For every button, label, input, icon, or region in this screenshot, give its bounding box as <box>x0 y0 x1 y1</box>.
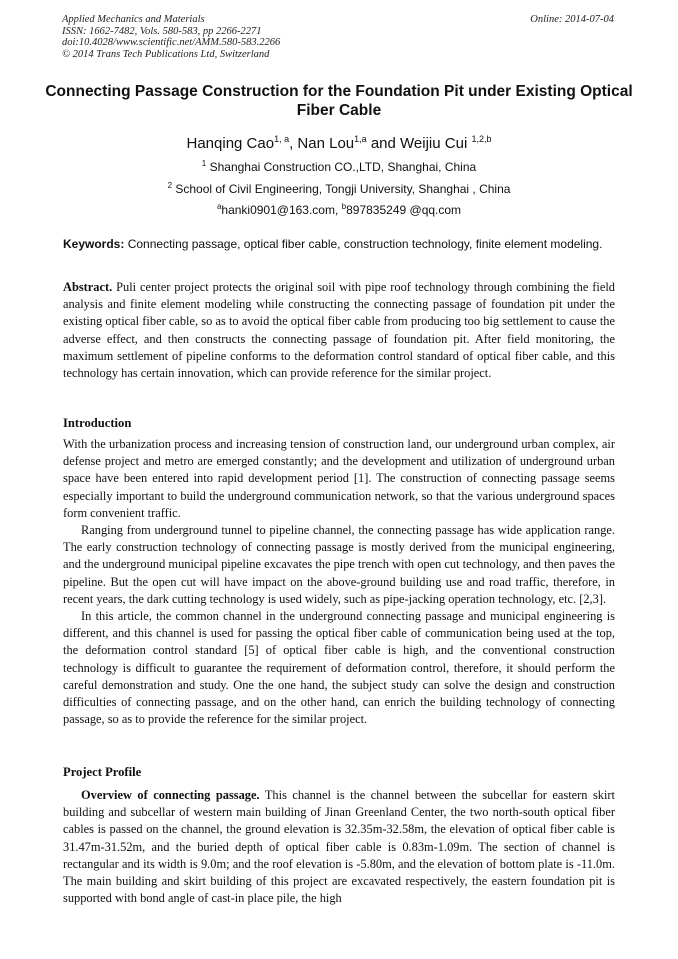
introduction-body <box>63 436 615 728</box>
affiliation-text: Shanghai Construction CO.,LTD, Shanghai, China <box>209 160 477 174</box>
abstract <box>63 279 615 382</box>
email-line <box>40 200 638 217</box>
journal-header <box>62 14 618 60</box>
affiliation-1 <box>40 157 638 174</box>
email-a: hanki0901@163.com, <box>221 203 342 217</box>
author-sup: 1,a <box>354 134 367 144</box>
paper-title: Connecting Passage Construction for the Foundation Pit under Existing Optical Fiber Cable <box>45 83 633 119</box>
email-sup: b <box>341 202 347 211</box>
subsection-lead: Overview of connecting passage. <box>81 788 260 802</box>
author-line <box>40 130 638 153</box>
author-name: Weijiu Cui <box>400 135 468 152</box>
author-name: Hanqing Cao <box>186 135 275 152</box>
keywords <box>63 236 615 252</box>
author-name: Nan Lou <box>297 135 355 152</box>
journal-name: Applied Mechanics and Materials <box>62 14 205 25</box>
email-b: 897835249 @qq.com <box>346 203 462 217</box>
copyright-line: © 2014 Trans Tech Publications Ltd, Switzerland <box>62 48 270 60</box>
keywords-label: Keywords: <box>63 237 125 251</box>
affiliation-sup: 1 <box>201 159 207 168</box>
affiliation-sup: 2 <box>167 181 173 190</box>
section-heading-project-profile: Project Profile <box>63 765 142 779</box>
online-date: Online: 2014-07-04 <box>530 14 614 25</box>
abstract-text: Puli center project protects the original soil with pipe roof technology through combining the field analysis and finite element modeling while constructing the connecting passage of foundation pit under the existing optical fiber cable, so as to avoid the optical fiber cable from producing too big settlement to cause the adverse effect, and then constructs the connecting passage of foundation pit. After field monitoring, the maximum settlement of pipeline conforms to the deformation control standard of optical fiber cable, and this technology has certain innovation, which can provide reference for the similar project. <box>63 280 615 381</box>
doi-line: doi:10.4028/www.scientific.net/AMM.580-583.2266 <box>62 37 281 48</box>
paragraph: With the urbanization process and increasing tension of construction land, our underground urban complex, air defense project and metro are emerged constantly; and the development and utilization of underground urban space have been entered into rapid development period [1]. The construction of connecting passage seems especially important to build the underground communication network, so that the various underground spaces form convenient traffic. <box>63 437 615 520</box>
section-heading-introduction: Introduction <box>63 416 132 430</box>
email-sup: a <box>216 202 222 211</box>
author-sup: 1, a <box>274 134 290 144</box>
paragraph: In this article, the common channel in the underground connecting passage and municipal engineering is different, and this channel is used for passing the optical fiber cable of communication being used at the top, the deformation control standard [5] of optical fiber cable is high, and the conventional construction technology is difficult to guarantee the requirement of deformation control, therefore, it should perform the careful demonstration and study. One the one hand, the subject study can solve the design and construction difficulties of connecting passage, and on the other hand, can enrich the building technology of connecting passage, so as to provide the reference for the similar project. <box>63 609 615 727</box>
affiliation-text: School of Civil Engineering, Tongji University, Shanghai , China <box>175 182 511 196</box>
keywords-text: Connecting passage, optical fiber cable, construction technology, finite element modeling. <box>127 237 603 251</box>
issn-line: ISSN: 1662-7482, Vols. 580-583, pp 2266-2271 <box>62 25 262 37</box>
paragraph-text: This channel is the channel between the subcellar for eastern skirt building and subcellar of western main building of Jinan Greenland Center, the two north-south optical fiber cables is passed on the channel, the ground elevation is 32.35m-32.58m, the elevation of optical fiber cable is 31.47m-31.52m, and the buried depth of optical fiber cable is 0.83m-1.09m. The section of channel is rectangular and its width is 9.0m; and the roof elevation is -5.80m, and the elevation of bottom plate is -11.0m. The main building and skirt building of this project are excavated respectively, the eastern foundation pit is supported with bond angle of cast-in place pile, the high <box>63 788 615 906</box>
author-separator: and <box>366 135 401 152</box>
paragraph: Ranging from underground tunnel to pipeline channel, the connecting passage has wide application range. The early construction technology of connecting passage is mostly derived from the municipal engineering, and the underground municipal pipeline excavates the pipe trench with open cut technology, and then paves the pipeline. But the open cut will have impact on the above-ground building use and road traffic, therefore, in recent years, the dark cutting technology is used widely, such as pipe-jacking operation technology, etc. [2,3]. <box>63 523 615 606</box>
abstract-label: Abstract. <box>63 280 113 294</box>
project-profile-body <box>63 787 615 907</box>
author-sup: 1,2,b <box>471 134 492 144</box>
affiliation-2 <box>40 179 638 196</box>
author-separator: , <box>289 135 298 152</box>
